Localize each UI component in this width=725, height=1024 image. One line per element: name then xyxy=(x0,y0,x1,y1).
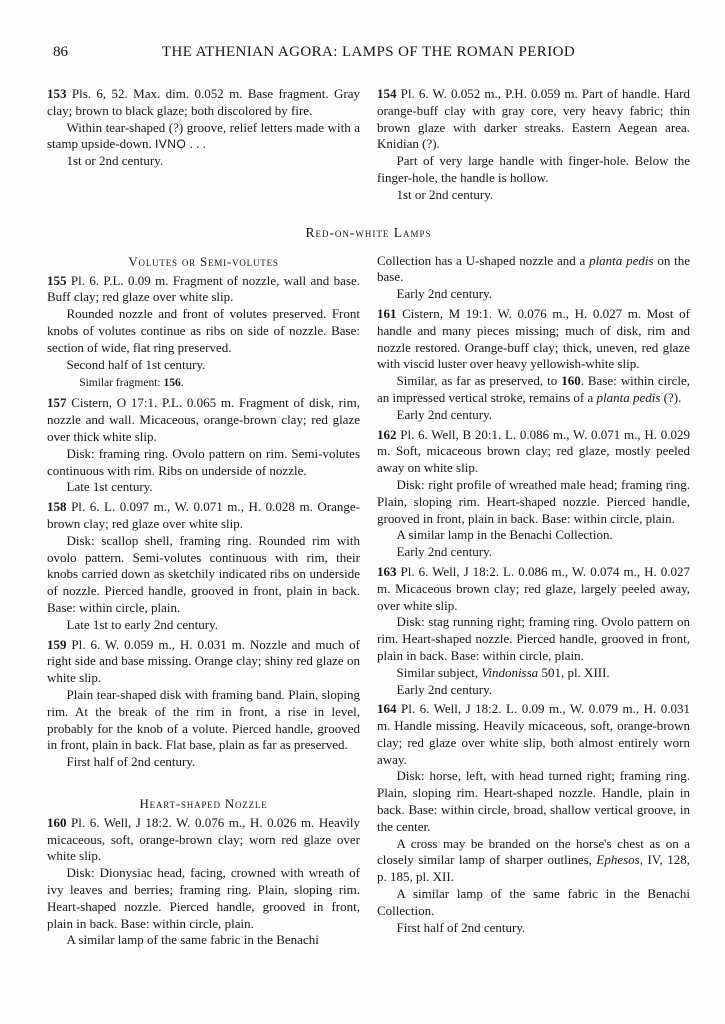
paragraph: Disk: framing ring. Ovolo pattern on rim. Semi-volutes continuous with rim. Ribs on underside of nozzle. xyxy=(47,445,360,478)
catalog-entry-paragraph: 155 Pl. 6. P.L. 0.09 m. Fragment of nozzle, wall and base. Buff clay; red glaze over white slip. xyxy=(47,272,360,305)
column-heading: Volutes or Semi-volutes xyxy=(128,253,279,269)
catalog-entry-paragraph: 153 Pls. 6, 52. Max. dim. 0.052 m. Base fragment. Gray clay; brown to black glaze; both discolored by fire. xyxy=(47,86,360,118)
continuation-paragraph: Collection has a U-shaped nozzle and a planta pedis on the base. xyxy=(377,252,690,285)
paragraph: Late 1st century. xyxy=(66,479,153,495)
entry-number: 159 xyxy=(47,636,67,652)
entry-number: 164 xyxy=(377,701,397,717)
paragraph: Early 2nd century. xyxy=(396,406,493,422)
paragraph: Rounded nozzle and front of volutes preserved. Front knobs of volutes continue as ribs on side of nozzle. Base: section of wide, flat ring preserved. xyxy=(47,306,360,355)
paragraph: 1st or 2nd century. xyxy=(66,153,164,169)
paragraph: Within tear-shaped (?) groove, relief letters made with a stamp upside-down. IVNỌ . . . xyxy=(47,119,360,152)
italic-citation: planta pedis xyxy=(596,389,661,405)
paragraph: Disk: stag running right; framing ring. Ovolo pattern on rim. Heart-shaped nozzle. Pierced handle, grooved in front, plain in back. Base: within circle, plain. xyxy=(377,614,690,663)
catalog-entry-paragraph: 164 Pl. 6. Well, J 18:2. L. 0.09 m., W. 0.079 m., H. 0.031 m. Handle missing. Heavily micaceous, soft, orange-brown clay; red glaze over white slip, both almost entirely worn away. xyxy=(377,701,690,767)
entry-number: 155 xyxy=(47,272,67,288)
paragraph: Similar, as far as preserved, to 160. Base: within circle, an impressed vertical stroke, remains of a planta pedis (?). xyxy=(377,373,691,405)
catalog-entry-paragraph: 162 Pl. 6. Well, B 20:1. L. 0.086 m., W. 0.071 m., H. 0.029 m. Soft, micaceous brown clay; red glaze, mostly peeled away on white slip. xyxy=(377,426,690,476)
catalog-entry-paragraph: 158 Pl. 6. L. 0.097 m., W. 0.071 m., H. 0.028 m. Orange-brown clay; red glaze over white slip. xyxy=(47,499,360,531)
top-right-column xyxy=(377,86,690,204)
paragraph: A similar lamp in the Benachi Collection. xyxy=(396,527,613,543)
paragraph: Disk: right profile of wreathed male head; framing ring. Plain, sloping rim. Heart-shaped nozzle. Pierced handle, grooved in front, plain in back. Base: within circle, plain. xyxy=(377,476,690,526)
paragraph: 1st or 2nd century. xyxy=(396,186,494,202)
top-section xyxy=(47,86,690,204)
catalog-entry-paragraph: 154 Pl. 6. W. 0.052 m., P.H. 0.059 m. Part of handle. Hard orange-buff clay with gray core, very heavy fabric; thin brown glaze with darker streaks. Eastern Aegean area. Knidian (?). xyxy=(377,86,690,152)
catalog-entry-paragraph: 159 Pl. 6. W. 0.059 m., H. 0.031 m. Nozzle and much of right side and base missing. Orange clay; shiny red glaze on white slip. xyxy=(47,636,360,686)
paragraph: Similar subject, Vindonissa 501, pl. XIII. xyxy=(396,664,610,680)
entry-number: 156 xyxy=(163,377,181,390)
paragraph: Disk: horse, left, with head turned right; framing ring. Plain, sloping rim. Heart-shaped nozzle. Handle, plain in back. Base: within circle, broad, shallow vertical groove, in the center. xyxy=(377,768,690,834)
inscription-letters: IVNỌ xyxy=(154,137,187,152)
paragraph: First half of 2nd century. xyxy=(396,919,526,935)
paragraph: Late 1st to early 2nd century. xyxy=(66,616,218,632)
paragraph: A similar lamp of the same fabric in the Benachi Collection. xyxy=(377,886,690,918)
section-heading: Red-on-white Lamps xyxy=(305,224,432,240)
main-left-column xyxy=(47,253,360,950)
italic-citation: Ephesos xyxy=(596,852,640,868)
paragraph: Plain tear-shaped disk with framing band. Plain, sloping rim. At the break of the rim in front, a rise in level, probably for the knob of a volute. Pierced handle, grooved in front, plain in back. Flat base, plain as far as preserved. xyxy=(47,686,360,753)
paragraph: Early 2nd century. xyxy=(396,286,493,302)
entry-number: 158 xyxy=(47,499,67,515)
column-heading: Heart-shaped Nozzle xyxy=(139,795,268,811)
paragraph: Early 2nd century. xyxy=(396,544,493,560)
paragraph: Disk: scallop shell, framing ring. Rounded rim with ovolo pattern. Semi-volutes continuous with rim, their knobs carried down as sketchily indicated ribs on underside of nozzle. Pierced handle, grooved in front, plain in back. Base: within circle, plain. xyxy=(47,532,360,615)
running-header xyxy=(47,44,690,61)
paragraph: Second half of 1st century. xyxy=(66,356,206,372)
page-title: THE ATHENIAN AGORA: LAMPS OF THE ROMAN PERIOD xyxy=(161,44,576,60)
catalog-entry-paragraph: 161 Cistern, M 19:1. W. 0.076 m., H. 0.027 m. Most of handle and many pieces missing; much of disk, rim and nozzle restored. Orange-buff clay; thick, uneven, red glaze with viscid luster over heavy yellowish-white slip. xyxy=(377,305,690,372)
paragraph: Early 2nd century. xyxy=(396,681,493,697)
main-right-column xyxy=(377,253,690,950)
entry-number: 163 xyxy=(377,563,397,579)
top-left-column xyxy=(47,86,360,204)
entry-number: 154 xyxy=(377,86,397,101)
catalog-entry-paragraph: 163 Pl. 6. Well, J 18:2. L. 0.086 m., W. 0.074 m., H. 0.027 m. Micaceous brown clay; red glaze, largely peeled away, over white slip. xyxy=(377,563,690,613)
paragraph: A cross may be branded on the horse's chest as on a closely similar lamp of sharper outlines, Ephesos, IV, 128, p. 185, pl. XII. xyxy=(377,835,690,885)
main-section xyxy=(47,253,690,950)
paragraph: First half of 2nd century. xyxy=(66,754,196,770)
cross-reference-note: Similar fragment: 156. xyxy=(79,377,184,390)
entry-number: 160 xyxy=(47,814,67,830)
entry-number: 153 xyxy=(47,86,67,101)
catalog-entry-paragraph: 157 Cistern, O 17:1. P.L. 0.065 m. Fragment of disk, rim, nozzle and wall. Micaceous, orange-brown clay; red glaze over thick white slip. xyxy=(47,395,360,444)
italic-citation: planta pedis xyxy=(589,252,654,268)
entry-number: 162 xyxy=(377,426,397,442)
italic-citation: Vindonissa xyxy=(481,664,539,680)
text-block xyxy=(47,44,690,949)
entry-number: 161 xyxy=(377,305,397,321)
paragraph: Part of very large handle with finger-hole. Below the finger-hole, the handle is hollow. xyxy=(377,153,690,185)
paragraph: Disk: Dionysiac head, facing, crowned with wreath of ivy leaves and berries; framing ring. Plain, sloping rim. Heart-shaped nozzle. Pierced handle, grooved in front, plain in back. Base: within circle, plain. xyxy=(47,865,360,931)
entry-number: 157 xyxy=(47,395,67,411)
paragraph: A similar lamp of the same fabric in the Benachi xyxy=(66,932,319,948)
page-number: 86 xyxy=(53,44,68,60)
catalog-entry-paragraph: 160 Pl. 6. Well, J 18:2. W. 0.076 m., H. 0.026 m. Heavily micaceous, soft, orange-brown clay; worn red glaze over white slip. xyxy=(47,814,360,864)
entry-number: 160 xyxy=(561,373,581,389)
